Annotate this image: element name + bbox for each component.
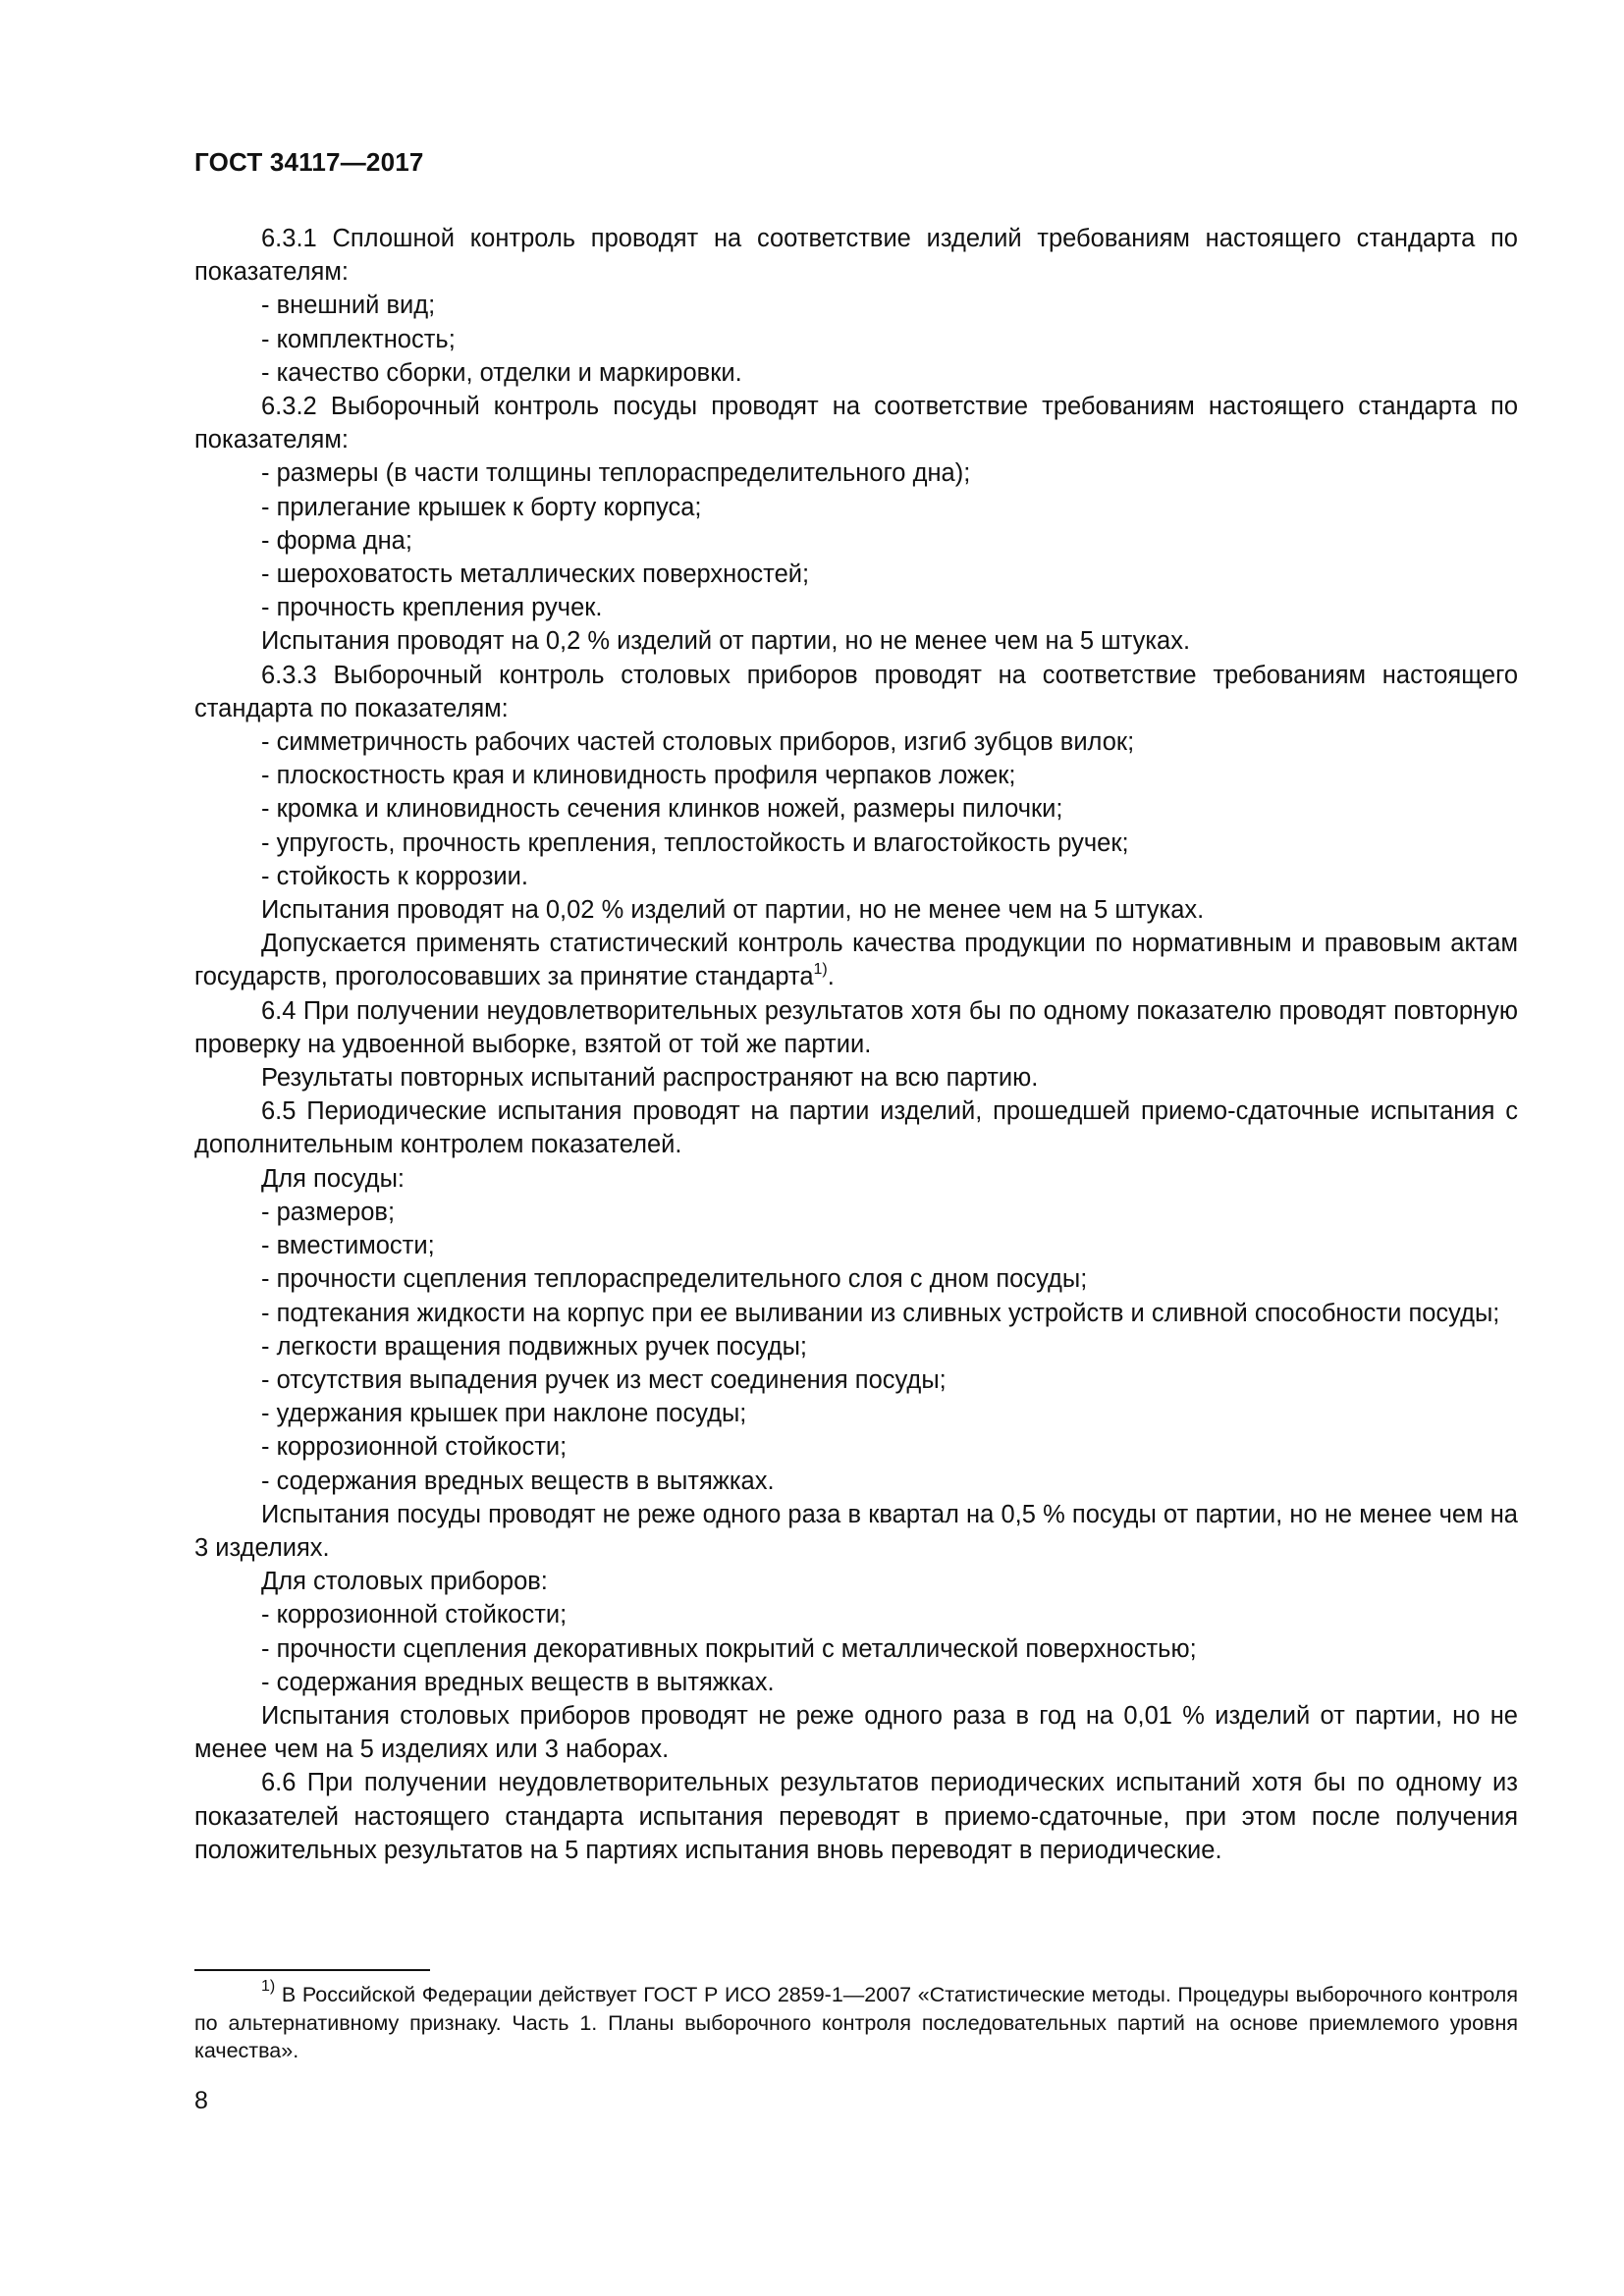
document-body — [194, 222, 1518, 1867]
paragraph-6-6: 6.6 При получении неудовлетворительных результатов периодических испытаний хотя бы по одному из показателей настоящего стандарта испытания переводят в приемо-сдаточные, при этом после получения положительных результатов на 5 партиях испытания вновь переводят в периодические. — [194, 1769, 1518, 1864]
statistical-control-paragraph — [194, 927, 1518, 993]
list-item: - стойкость к коррозии. — [261, 862, 528, 890]
tests-6-3-2: Испытания проводят на 0,2 % изделий от партии, но не менее чем на 5 штуках. — [261, 627, 1191, 656]
statistical-control-end: . — [827, 963, 835, 991]
paragraph-6-3-2: 6.3.2 Выборочный контроль посуды проводят на соответствие требованиям настоящего стандарта по показателям: — [194, 393, 1518, 454]
list-item: - симметричность рабочих частей столовых приборов, изгиб зубцов вилок; — [261, 728, 1135, 757]
paragraph-6-5: 6.5 Периодические испытания проводят на партии изделий, прошедшей приемо-сдаточные испытания с дополнительным контролем показателей. — [194, 1097, 1518, 1159]
list-item: - подтекания жидкости на корпус при ее выливании из сливных устройств и сливной способности посуды; — [261, 1299, 1500, 1327]
list-item: - вместимости; — [261, 1232, 435, 1260]
document-header: ГОСТ 34117—2017 — [194, 147, 424, 177]
list-item: - форма дна; — [261, 526, 412, 555]
list-item: - плоскостность края и клиновидность профиля черпаков ложек; — [261, 762, 1016, 790]
list-item: - прочность крепления ручек. — [261, 594, 603, 622]
list-item: - размеры (в части толщины теплораспределительного дна); — [261, 459, 971, 488]
list-item: - прочности сцепления теплораспределительного слоя с дном посуды; — [261, 1265, 1088, 1294]
list-item: - качество сборки, отделки и маркировки. — [261, 358, 742, 387]
statistical-control-text: Допускается применять статистический контроль качества продукции по нормативным и правовым актам государств, проголосовавших за принятие стандарта — [194, 930, 1518, 991]
list-item: - упругость, прочность крепления, теплостойкость и влагостойкость ручек; — [261, 828, 1129, 857]
for-cutlery-heading: Для столовых приборов: — [261, 1568, 548, 1596]
footnote-text: В Российской Федерации действует ГОСТ Р ИСО 2859-1—2007 «Статистические методы. Процедуры выборочного контроля по альтернативному признаку. Часть 1. Планы выборочного контроля последовательных партий на основе приемлемого уровня качества». — [194, 1983, 1518, 2062]
list-item: - легкости вращения подвижных ручек посуды; — [261, 1332, 808, 1361]
list-item: - кромка и клиновидность сечения клинков ножей, размеры пилочки; — [261, 795, 1063, 824]
list-item: - размеров; — [261, 1198, 396, 1226]
tests-6-3-3: Испытания проводят на 0,02 % изделий от партии, но не менее чем на 5 штуках. — [261, 896, 1205, 925]
list-item: - коррозионной стойкости; — [261, 1433, 568, 1462]
list-item: - прочности сцепления декоративных покрытий с металлической поверхностью; — [261, 1634, 1197, 1663]
list-item: - прилегание крышек к борту корпуса; — [261, 493, 702, 521]
paragraph-6-4: 6.4 При получении неудовлетворительных результатов хотя бы по одному показателю проводят повторную проверку на удвоенной выборке, взятой от той же партии. — [194, 996, 1518, 1058]
tests-dishes: Испытания посуды проводят не реже одного раза в квартал на 0,5 % посуды от партии, но не менее чем на 3 изделиях. — [194, 1500, 1518, 1562]
footnote-separator — [194, 1969, 430, 1971]
paragraph-6-3-1: 6.3.1 Сплошной контроль проводят на соответствие изделий требованиям настоящего стандарта по показателям: — [194, 225, 1518, 287]
repeat-results: Результаты повторных испытаний распространяют на всю партию. — [261, 1064, 1039, 1093]
list-item: - удержания крышек при наклоне посуды; — [261, 1400, 747, 1428]
paragraph-6-3-3: 6.3.3 Выборочный контроль столовых приборов проводят на соответствие требованиям настоящего стандарта по показателям: — [194, 661, 1518, 722]
page-number: 8 — [194, 2087, 208, 2114]
list-item: - комплектность; — [261, 325, 456, 353]
tests-cutlery: Испытания столовых приборов проводят не реже одного раза в год на 0,01 % изделий от партии, но не менее чем на 5 изделиях или 3 наборах. — [194, 1701, 1518, 1764]
list-item: - шероховатость металлических поверхностей; — [261, 561, 810, 589]
for-dishes-heading: Для посуды: — [261, 1164, 405, 1193]
footnote-marker: 1) — [261, 1978, 276, 1995]
list-item: - содержания вредных веществ в вытяжках. — [261, 1467, 775, 1495]
list-item: - отсутствия выпадения ручек из мест соединения посуды; — [261, 1365, 947, 1394]
list-item: - содержания вредных веществ в вытяжках. — [261, 1668, 775, 1696]
footnote — [194, 1978, 1518, 2065]
list-item: - коррозионной стойкости; — [261, 1601, 568, 1629]
list-item: - внешний вид; — [261, 292, 436, 320]
footnote-reference[interactable]: 1) — [813, 961, 828, 979]
